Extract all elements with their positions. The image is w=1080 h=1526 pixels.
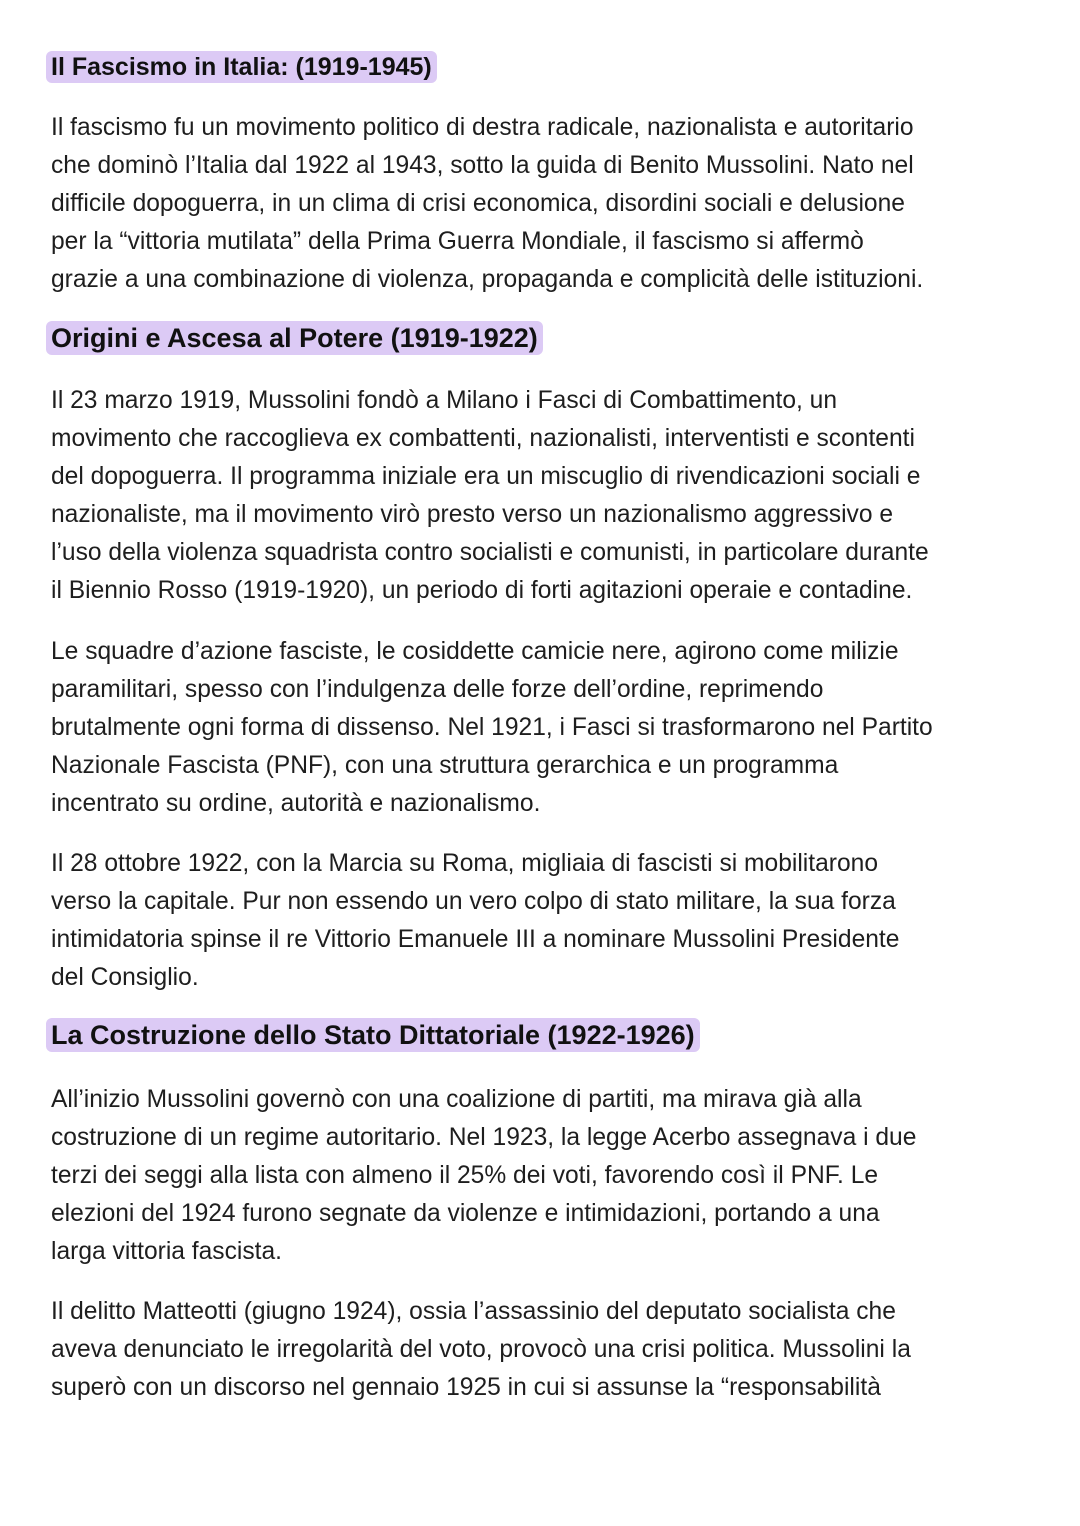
text-line: brutalmente ogni forma di dissenso. Nel 1921, i Fasci si trasformarono nel Partito (51, 714, 933, 742)
text-line: Nazionale Fascista (PNF), con una struttura gerarchica e un programma (51, 752, 839, 780)
text-line: difficile dopoguerra, in un clima di crisi economica, disordini sociali e delusione (51, 190, 905, 218)
text-line: grazie a una combinazione di violenza, propaganda e complicità delle istituzioni. (51, 266, 924, 294)
text-line: Il 28 ottobre 1922, con la Marcia su Roma, migliaia di fascisti si mobilitarono (51, 850, 879, 877)
text-line: Il fascismo fu un movimento politico di destra radicale, nazionalista e autoritario (51, 114, 914, 141)
section-title-fascismo-italia (46, 53, 437, 82)
text-line: Il 23 marzo 1919, Mussolini fondò a Milano i Fasci di Combattimento, un (51, 387, 838, 414)
text-line: aveva denunciato le irregolarità del voto, provocò una crisi politica. Mussolini la (51, 1336, 911, 1364)
text-line: nazionaliste, ma il movimento virò presto verso un nazionalismo aggressivo e (51, 501, 894, 529)
text-line: terzi dei seggi alla lista con almeno il 25% dei voti, favorendo così il PNF. Le (51, 1162, 879, 1190)
paragraph-origini-1 (51, 382, 1041, 611)
text-line: larga vittoria fascista. (51, 1238, 282, 1266)
text-line: paramilitari, spesso con l’indulgenza delle forze dell’ordine, reprimendo (51, 676, 824, 704)
section-title-highlight: Origini e Ascesa al Potere (1919-1922) (46, 321, 543, 355)
text-line: del dopoguerra. Il programma iniziale era un miscuglio di rivendicazioni sociali e (51, 463, 921, 491)
text-line: costruzione di un regime autoritario. Nel 1923, la legge Acerbo assegnava i due (51, 1124, 917, 1152)
paragraph-origini-2 (51, 633, 1041, 823)
text-line: movimento che raccoglieva ex combattenti, nazionalisti, interventisti e scontenti (51, 425, 915, 453)
section-title-highlight: La Costruzione dello Stato Dittatoriale (1922-1926) (46, 1018, 700, 1052)
section-title-highlight: Il Fascismo in Italia: (1919-1945) (46, 51, 437, 83)
text-line: per la “vittoria mutilata” della Prima Guerra Mondiale, il fascismo si affermò (51, 228, 864, 256)
text-line: Il delitto Matteotti (giugno 1924), ossia l’assassinio del deputato socialista che (51, 1298, 896, 1325)
text-line: che dominò l’Italia dal 1922 al 1943, sotto la guida di Benito Mussolini. Nato nel (51, 152, 914, 180)
text-line: l’uso della violenza squadrista contro socialisti e comunisti, in particolare durante (51, 539, 929, 567)
text-line: intimidatoria spinse il re Vittorio Emanuele III a nominare Mussolini Presidente (51, 926, 900, 954)
text-line: All’inizio Mussolini governò con una coalizione di partiti, ma mirava già alla (51, 1086, 862, 1113)
text-line: incentrato su ordine, autorità e nazionalismo. (51, 790, 541, 818)
text-line: superò con un discorso nel gennaio 1925 in cui si assunse la “responsabilità (51, 1374, 881, 1402)
paragraph-origini-3 (51, 845, 1041, 997)
text-line: del Consiglio. (51, 964, 199, 992)
section-title-stato-dittatoriale (46, 1020, 700, 1051)
text-line: verso la capitale. Pur non essendo un vero colpo di stato militare, la sua forza (51, 888, 896, 916)
paragraph-stato-1 (51, 1081, 1041, 1271)
paragraph-stato-2 (51, 1293, 1041, 1407)
text-line: il Biennio Rosso (1919-1920), un periodo di forti agitazioni operaie e contadine. (51, 577, 913, 605)
section-title-origini (46, 323, 543, 354)
text-line: Le squadre d’azione fasciste, le cosiddette camicie nere, agirono come milizie (51, 638, 899, 665)
text-line: elezioni del 1924 furono segnate da violenze e intimidazioni, portando a una (51, 1200, 880, 1228)
paragraph-intro (51, 109, 1041, 299)
